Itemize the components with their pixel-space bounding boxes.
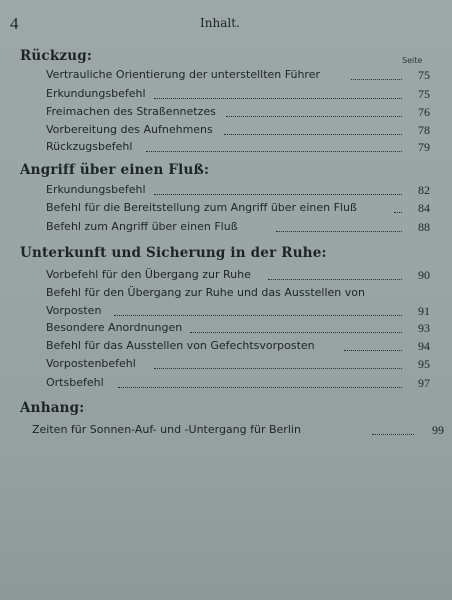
toc-entry: [46, 268, 430, 286]
leader-dots: [344, 350, 402, 351]
leader-dots: [114, 315, 402, 316]
entry-page-number: 90: [418, 268, 430, 282]
leader-dots: [224, 134, 402, 135]
running-title: Inhalt.: [200, 16, 240, 30]
entry-page-number: 91: [418, 304, 430, 318]
toc-entry: [46, 321, 430, 339]
leader-dots: [154, 194, 402, 195]
leader-dots: [394, 212, 402, 213]
entry-title: Rückzugsbefehl: [46, 140, 133, 153]
leader-dots: [268, 279, 402, 280]
entry-title: Vorbereitung des Aufnehmens: [46, 123, 213, 136]
entry-title: Befehl zum Angriff über einen Fluß: [46, 220, 238, 233]
toc-entry: [46, 123, 430, 141]
leader-dots: [226, 116, 402, 117]
entry-title: Befehl für die Bereitstellung zum Angriff über einen Fluß: [46, 201, 357, 214]
entry-page-number: 75: [418, 87, 430, 101]
entry-page-number: 75: [418, 68, 430, 82]
page-header: [0, 14, 452, 38]
toc-entry: [46, 87, 430, 105]
leader-dots: [372, 434, 414, 435]
entry-page-number: 84: [418, 201, 430, 215]
toc-entry: [46, 105, 430, 123]
entry-title: Erkundungsbefehl: [46, 87, 146, 100]
entry-page-number: 88: [418, 220, 430, 234]
leader-dots: [351, 79, 402, 80]
entry-title: Freimachen des Straßennetzes: [46, 105, 216, 118]
section-heading: Unterkunft und Sicherung in der Ruhe:: [20, 245, 327, 261]
entry-page-number: 94: [418, 339, 430, 353]
toc-entry: [46, 220, 430, 238]
page-column-label: Seite: [402, 56, 423, 65]
leader-dots: [118, 387, 402, 388]
toc-entry: [46, 183, 430, 201]
entry-title: Vertrauliche Orientierung der unterstellten Führer: [46, 68, 320, 81]
leader-dots: [146, 151, 402, 152]
entry-page-number: 99: [432, 423, 444, 437]
entry-title: Erkundungsbefehl: [46, 183, 146, 196]
leader-dots: [190, 332, 402, 333]
section-heading: Anhang:: [20, 400, 85, 416]
page-number: 4: [10, 14, 19, 33]
leader-dots: [154, 98, 402, 99]
entry-page-number: 79: [418, 140, 430, 154]
leader-dots: [154, 368, 402, 369]
entry-page-number: 95: [418, 357, 430, 371]
toc-entry: [46, 339, 430, 357]
toc-entry: [46, 286, 430, 322]
entry-page-number: 76: [418, 105, 430, 119]
entry-page-number: 97: [418, 376, 430, 390]
entry-title: Besondere Anordnungen: [46, 321, 183, 334]
toc-entry: [32, 423, 444, 441]
entry-page-number: 82: [418, 183, 430, 197]
toc-entry: [46, 357, 430, 375]
toc-entry: [46, 201, 430, 219]
section-heading: Rückzug:: [20, 48, 93, 64]
entry-title: Vorbefehl für den Übergang zur Ruhe: [46, 268, 251, 281]
entry-page-number: 78: [418, 123, 430, 137]
entry-title-continuation: Vorposten: [46, 304, 102, 317]
toc-entry: [46, 68, 430, 86]
entry-page-number: 93: [418, 321, 430, 335]
entry-title: Zeiten für Sonnen-Auf- und -Untergang für Berlin: [32, 423, 301, 436]
entry-title: Befehl für das Ausstellen von Gefechtsvorposten: [46, 339, 315, 352]
entry-title: Befehl für den Übergang zur Ruhe und das Ausstellen von: [46, 286, 365, 299]
toc-entry: [46, 376, 430, 394]
section-heading: Angriff über einen Fluß:: [20, 162, 210, 178]
leader-dots: [276, 231, 402, 232]
entry-title: Vorpostenbefehl: [46, 357, 136, 370]
toc-entry: [46, 140, 430, 158]
entry-title: Ortsbefehl: [46, 376, 104, 389]
